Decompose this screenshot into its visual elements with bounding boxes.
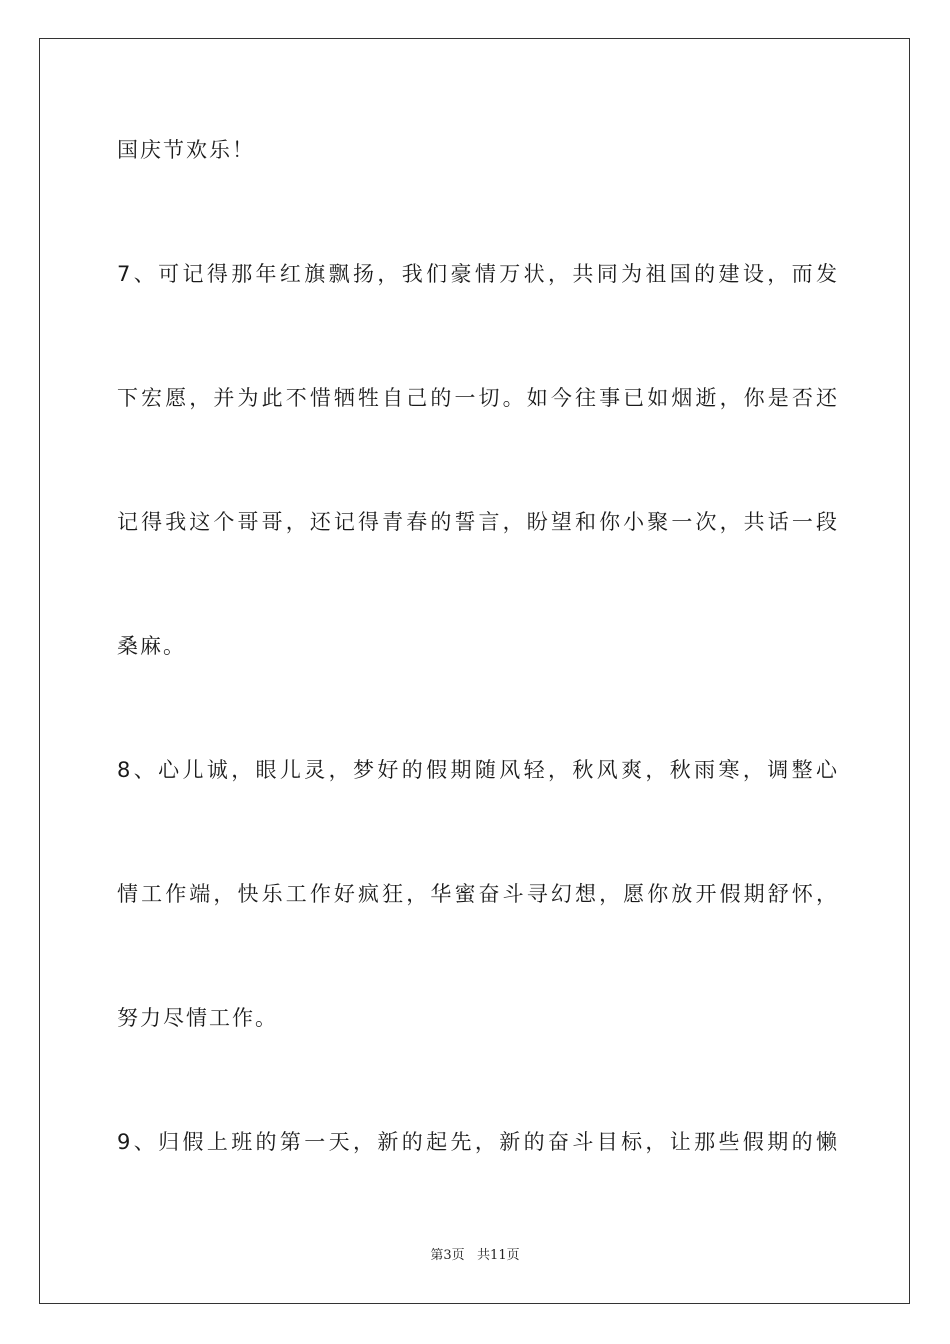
page-footer: 第3页 共11页 [430, 1248, 520, 1263]
text-line-4: 记得我这个哥哥，还记得青春的誓言，盼望和你小聚一次，共话一段 [117, 510, 837, 534]
text-line-9: 9、归假上班的第一天，新的起先，新的奋斗目标，让那些假期的懒 [117, 1130, 837, 1154]
text-line-5: 桑麻。 [117, 634, 186, 658]
text-line-3: 下宏愿，并为此不惜牺牲自己的一切。如今往事已如烟逝，你是否还 [117, 386, 837, 410]
page-border [39, 38, 910, 1304]
text-line-6: 8、心儿诚，眼儿灵，梦好的假期随风轻，秋风爽，秋雨寒，调整心 [117, 758, 837, 782]
text-line-7: 情工作端，快乐工作好疯狂，华蜜奋斗寻幻想，愿你放开假期舒怀， [117, 882, 837, 906]
text-line-1: 国庆节欢乐！ [117, 138, 255, 162]
text-line-2: 7、可记得那年红旗飘扬，我们豪情万状，共同为祖国的建设，而发 [117, 262, 837, 286]
text-line-8: 努力尽情工作。 [117, 1006, 278, 1030]
